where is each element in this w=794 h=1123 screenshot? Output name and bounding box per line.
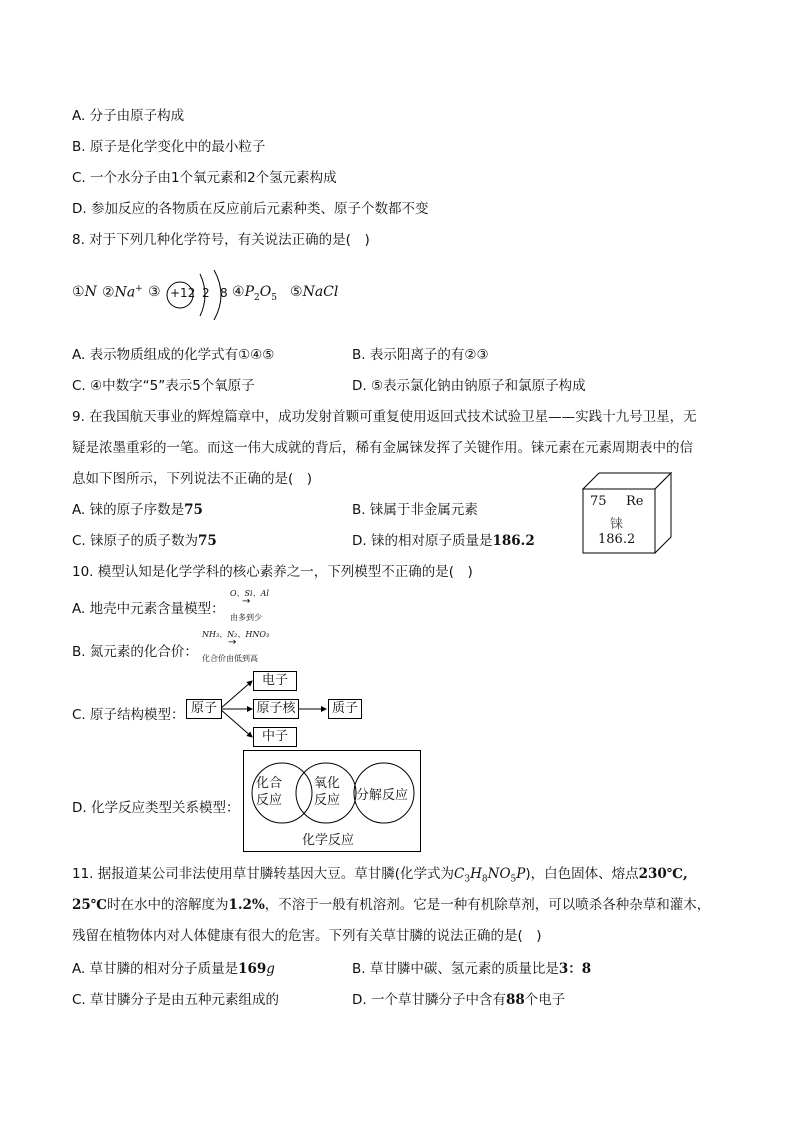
atom-box: 原子: [186, 699, 222, 719]
shell-2-electrons: 8: [220, 286, 228, 300]
q8-symbols: [72, 270, 372, 320]
q9-option-b: B. 铼属于非金属元素: [352, 502, 478, 518]
neutron-box: 中子: [253, 727, 297, 747]
q10-a-elements: O、Si、Al: [230, 589, 269, 598]
q9-stem-line-1: 9. 在我国航天事业的辉煌篇章中，成功发射首颗可重复使用返回式技术试验卫星——实践十九号卫星，无: [72, 409, 697, 425]
q8-option-a: A. 表示物质组成的化学式有①④⑤: [72, 347, 275, 363]
q10-b-compounds: NH₃、N₂、HNO₃: [202, 630, 270, 639]
q8-symbol-2: ②Na+: [102, 284, 143, 301]
q8-symbol-5: ⑤NaCl: [290, 284, 339, 300]
q9-option-a: A. 铼的原子序数是75: [72, 502, 203, 518]
periodic-table-cell-rhenium: [582, 472, 672, 554]
electron-box: 电子: [253, 671, 297, 691]
q11-option-c: C. 草甘膦分子是由五种元素组成的: [72, 992, 280, 1008]
q10-a-order: 由多到少: [230, 613, 262, 622]
q7-option-d: D. 参加反应的各物质在反应前后元素种类、原子个数都不变: [72, 201, 429, 217]
nucleus-charge: +12: [170, 286, 196, 300]
q7-option-c: C. 一个水分子由1个氧元素和2个氢元素构成: [72, 170, 337, 186]
chemical-reaction-label: 化学反应: [302, 833, 355, 848]
q9-option-d: D. 铼的相对原子质量是186.2: [352, 533, 535, 549]
q8-option-d: D. ⑤表示氯化钠由钠原子和氯原子构成: [352, 378, 586, 394]
q9-stem-line-2: 疑是浓墨重彩的一笔。而这一伟大成就的背后，稀有金属铼发挥了关键作用。铼元素在元素周期表中的信: [72, 440, 693, 456]
q11-option-a: A. 草甘膦的相对分子质量是169g: [72, 961, 275, 977]
combination-reaction-label: 化合 反应: [256, 776, 283, 808]
q9-stem-line-3: 息如下图所示，下列说法不正确的是( ): [72, 471, 313, 487]
q10-stem: 10. 模型认知是化学学科的核心素养之一，下列模型不正确的是( ): [72, 564, 473, 580]
proton-box: 质子: [328, 699, 362, 719]
q7-option-a: A. 分子由原子构成: [72, 108, 185, 124]
q11-option-d: D. 一个草甘膦分子中含有88个电子: [352, 992, 566, 1008]
decomposition-reaction-label: 分解反应: [356, 788, 409, 803]
q10-option-c-label: C. 原子结构模型：: [72, 707, 185, 723]
reaction-types-diagram: [243, 750, 421, 852]
q8-option-b: B. 表示阳离子的有②③: [352, 347, 489, 363]
q9-option-c: C. 铼原子的质子数为75: [72, 533, 217, 549]
q10-b-arrow: →: [228, 637, 237, 648]
q10-a-arrow: →: [242, 596, 251, 607]
atomic-number: 75: [590, 494, 607, 509]
q8-symbol-3-number: ③: [148, 284, 161, 300]
q10-b-order: 化合价由低到高: [202, 654, 258, 663]
element-symbol: Re: [626, 494, 644, 509]
q11-stem-line-3: 残留在植物体内对人体健康有很大的危害。下列有关草甘膦的说法正确的是( ): [72, 928, 542, 944]
q10-option-d-label: D. 化学反应类型关系模型：: [72, 800, 240, 816]
q8-stem: 8. 对于下列几种化学符号，有关说法正确的是( ): [72, 232, 370, 248]
atomic-mass: 186.2: [598, 532, 636, 547]
oxidation-reaction-label: 氧化 反应: [314, 776, 341, 808]
q11-option-b: B. 草甘膦中碳、氢元素的质量比是3：8: [352, 961, 592, 977]
q11-stem-line-1: 11. 据报道某公司非法使用草甘膦转基因大豆。草甘膦(化学式为$C_3H_8NO_5P$)，白色固体、熔点230℃,: [72, 866, 688, 885]
q11-stem-line-2: 25℃时在水中的溶解度为1.2%，不溶于一般有机溶剂。它是一种有机除草剂，可以喷杀各种杂草和灌木，: [72, 897, 711, 913]
q10-option-b-label: B. 氮元素的化合价：: [72, 644, 198, 660]
element-name: 铼: [610, 517, 624, 532]
q8-symbol-4: $④P_2O_5$: [232, 284, 277, 303]
nucleus-box: 原子核: [253, 699, 299, 719]
q10-option-a-label: A. 地壳中元素含量模型：: [72, 601, 225, 617]
q7-option-b: B. 原子是化学变化中的最小粒子: [72, 139, 266, 155]
q8-symbol-1: ①N: [72, 284, 97, 300]
q8-option-c: C. ④中数字“5”表示5个氧原子: [72, 378, 255, 394]
shell-1-electrons: 2: [202, 286, 210, 300]
